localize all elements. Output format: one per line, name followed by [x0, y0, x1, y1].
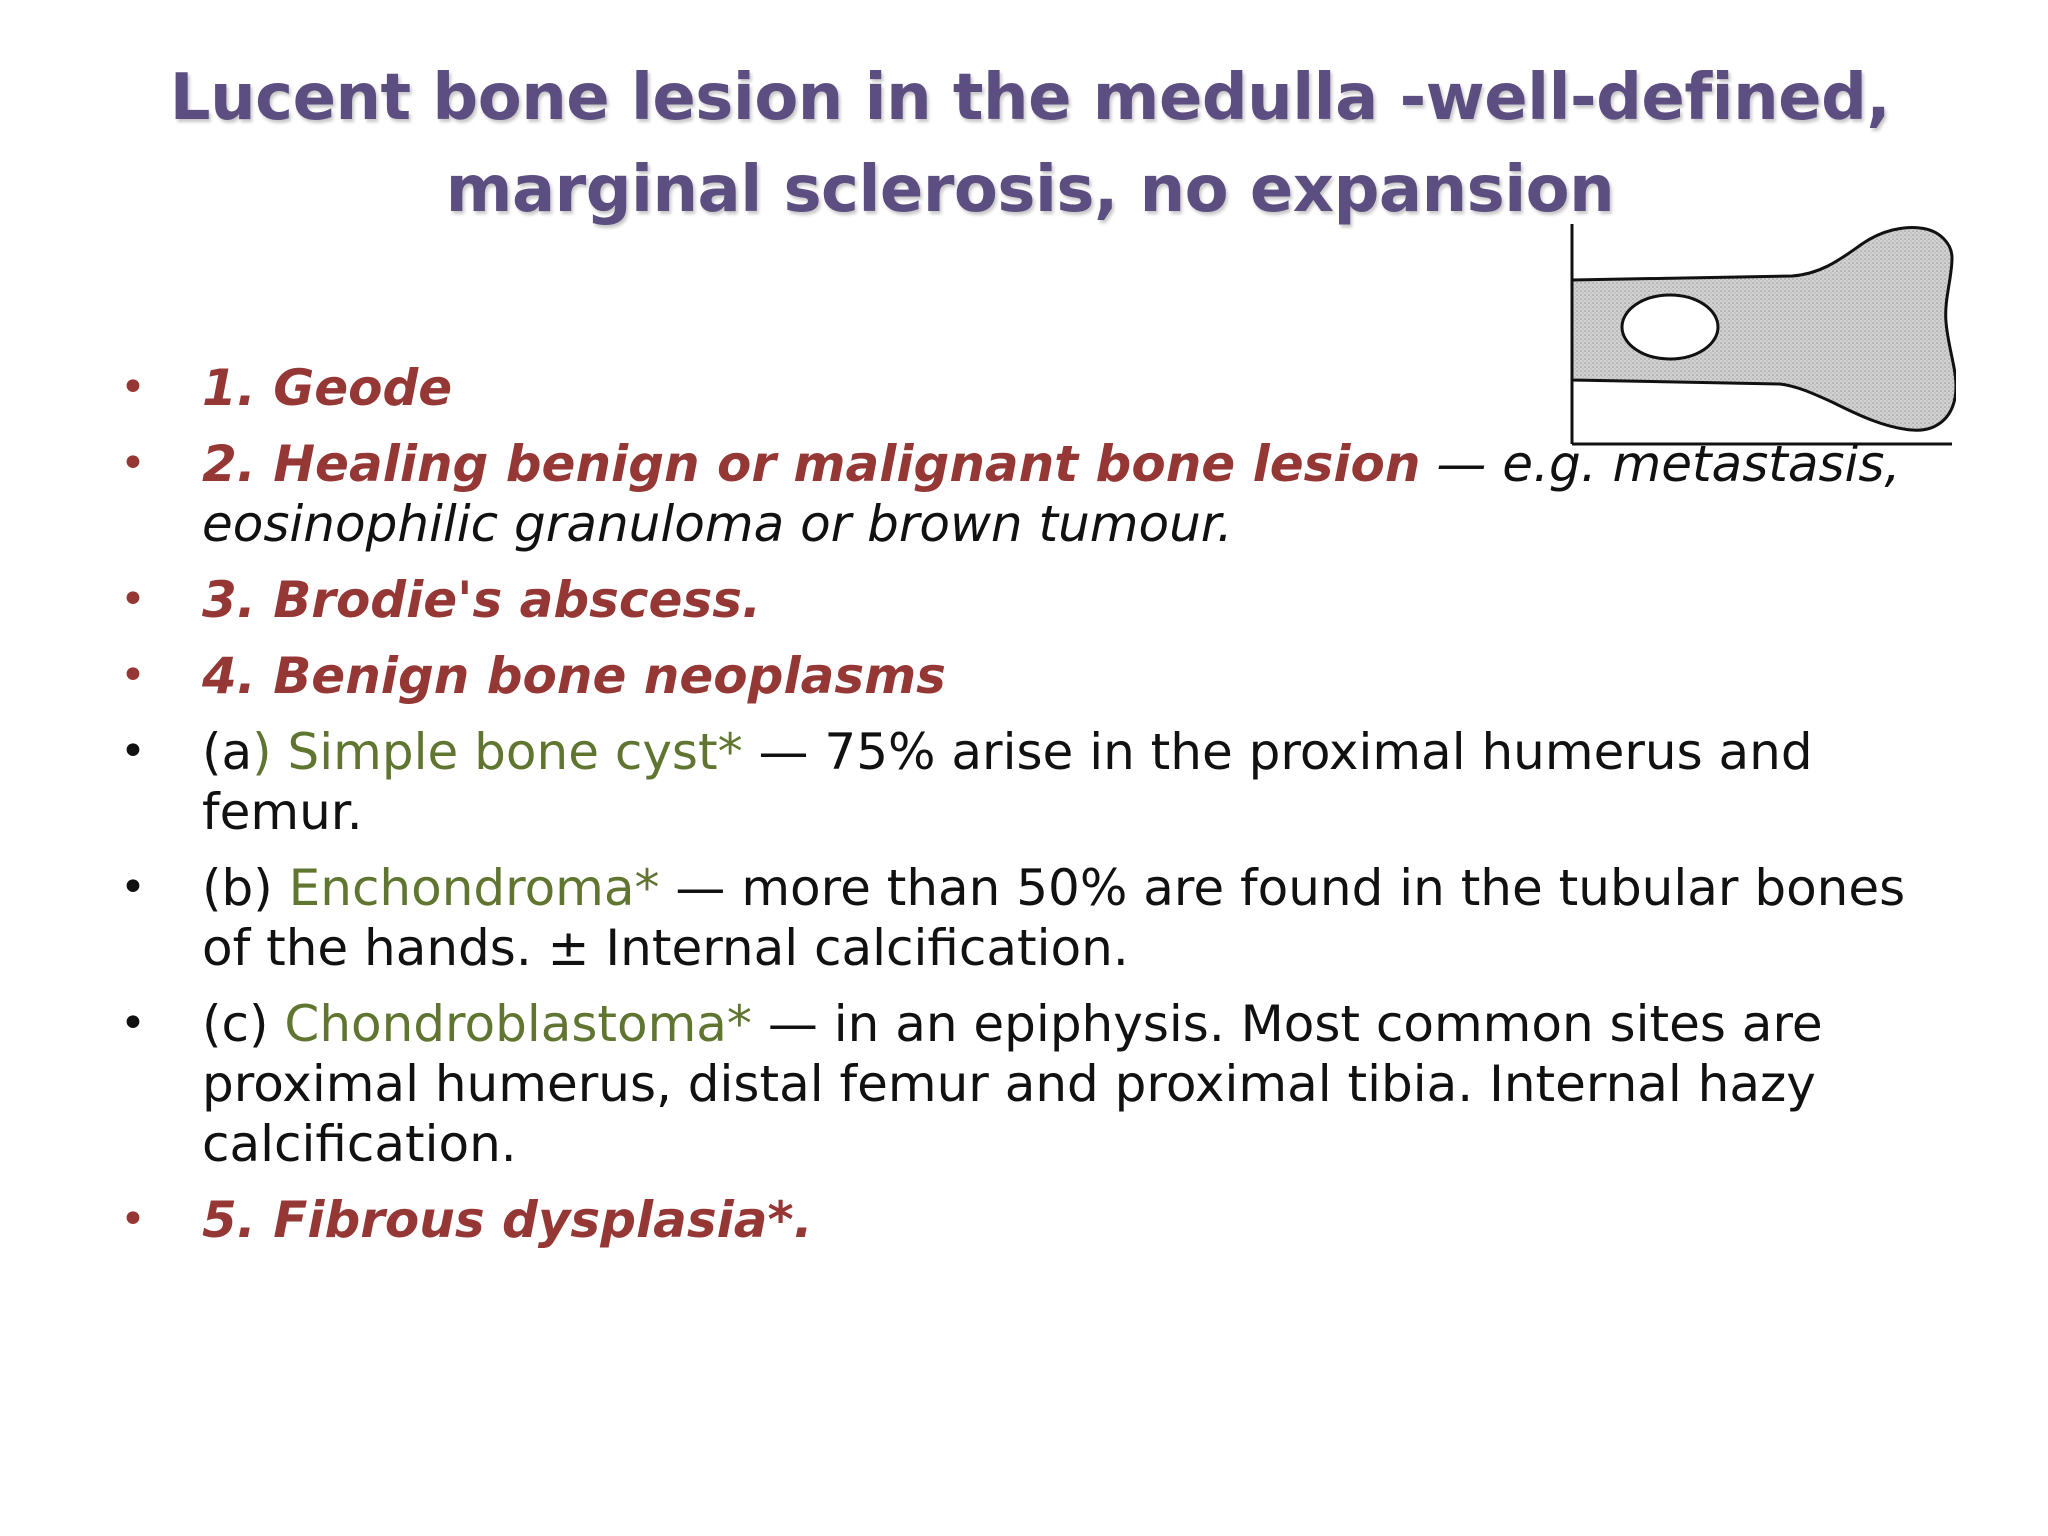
- spacer: [120, 418, 1920, 434]
- list-item: [120, 434, 1920, 554]
- item-heading: 1. Geode: [202, 359, 453, 417]
- spacer: [120, 1174, 1920, 1190]
- item-text: — in an epiphysis. Most common sites are proximal humerus, distal femur and proximal tibia. Internal hazy calcification.: [202, 995, 1823, 1173]
- title-line-2: marginal sclerosis, no expansion: [445, 153, 1615, 227]
- item-heading: 2. Healing benign or malignant bone lesion: [202, 435, 1421, 493]
- spacer: [120, 630, 1920, 646]
- bullet-icon: •: [120, 574, 146, 625]
- spacer: [120, 706, 1920, 722]
- title-line-1: Lucent bone lesion in the medulla -well-defined,: [169, 61, 1891, 135]
- list-item: [120, 1190, 1920, 1250]
- list-item: [120, 358, 1920, 418]
- bullet-icon: •: [120, 438, 146, 489]
- item-heading: 5. Fibrous dysplasia*.: [202, 1191, 813, 1249]
- item-text: — e.g. metastasis, eosinophilic granuloma or brown tumour.: [202, 435, 1901, 553]
- item-term: Enchondroma*: [288, 859, 660, 917]
- bullet-icon: •: [120, 362, 146, 413]
- list-item: [120, 570, 1920, 630]
- bullet-icon: •: [120, 862, 146, 913]
- item-heading: 4. Benign bone neoplasms: [202, 647, 946, 705]
- item-prefix: (c): [202, 995, 285, 1053]
- item-text: — 75% arise in the proximal humerus and femur.: [202, 723, 1813, 841]
- list-item: [120, 646, 1920, 706]
- item-prefix: (b): [202, 859, 289, 917]
- slide-title: [150, 52, 1910, 236]
- bullet-icon: •: [120, 650, 146, 701]
- bullet-icon: •: [120, 998, 146, 1049]
- bullet-icon: •: [120, 1194, 146, 1245]
- item-term: ) Simple bone cyst*: [252, 723, 743, 781]
- list-item: [120, 858, 1920, 978]
- list-item: [120, 722, 1920, 842]
- bullet-icon: •: [120, 726, 146, 777]
- spacer: [120, 978, 1920, 994]
- spacer: [120, 554, 1920, 570]
- bullet-list: [120, 358, 1920, 1250]
- list-item: [120, 994, 1920, 1174]
- spacer: [120, 842, 1920, 858]
- item-text: — more than 50% are found in the tubular bones of the hands. ± Internal calcification.: [202, 859, 1906, 977]
- item-prefix: (a: [202, 723, 253, 781]
- item-term: Chondroblastoma*: [284, 995, 752, 1053]
- item-heading: 3. Brodie's abscess.: [202, 571, 761, 629]
